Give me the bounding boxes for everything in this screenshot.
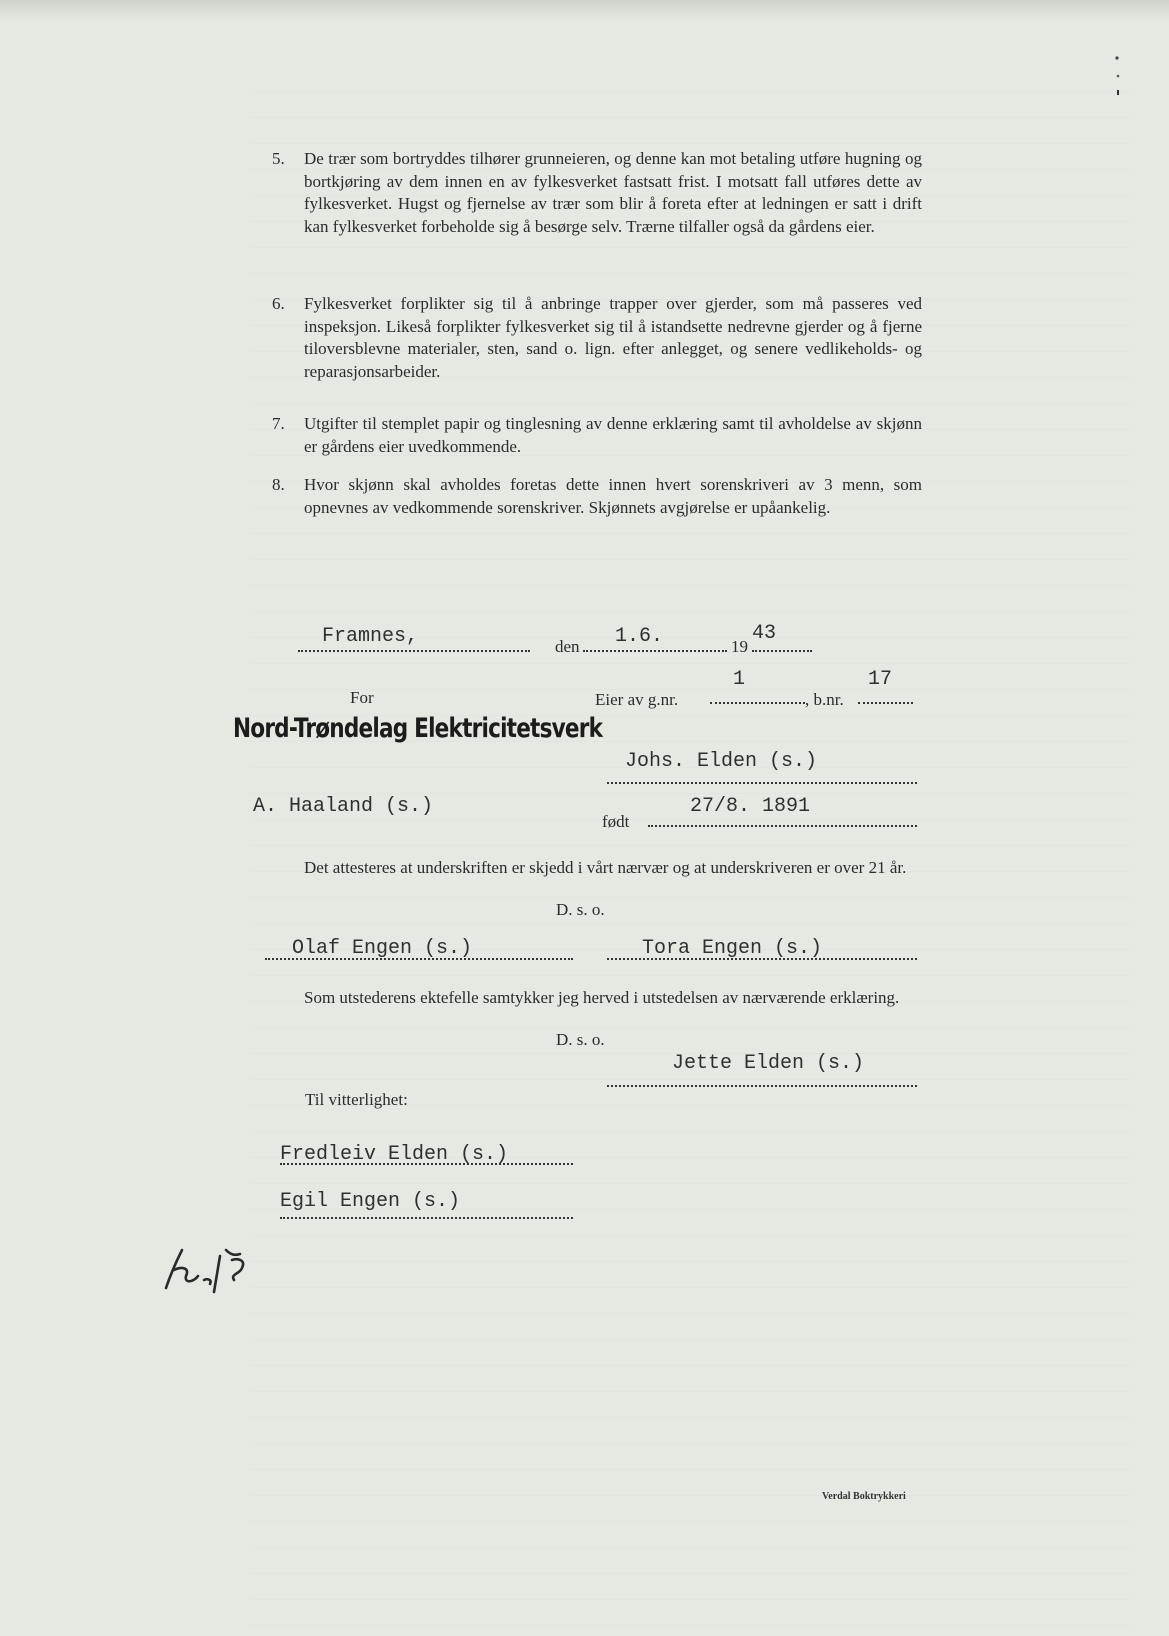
place-value: Framnes,	[322, 625, 419, 648]
clause-number: 5.	[272, 149, 285, 168]
year-prefix: 19	[731, 637, 748, 656]
bleed-line	[250, 560, 1130, 586]
born-date: 27/8. 1891	[690, 795, 811, 818]
witness-2: Tora Engen (s.)	[642, 937, 823, 960]
printer-imprint: Verdal Boktrykkeri	[822, 1491, 906, 1502]
for-label: For	[350, 688, 374, 707]
clause-8	[272, 474, 922, 519]
bleed-line	[250, 1392, 1130, 1418]
clause-5	[272, 148, 922, 238]
bnr-dots	[858, 702, 913, 704]
bleed-line	[250, 1574, 1130, 1600]
den-label: den	[555, 637, 580, 656]
bleed-line	[250, 534, 1130, 560]
clause-number: 6.	[272, 294, 285, 313]
bleed-line	[250, 586, 1130, 612]
vitterlighet-1-dots	[280, 1163, 573, 1165]
bleed-line	[250, 1444, 1130, 1470]
bleed-line	[250, 1210, 1130, 1236]
eier-label: Eier av g.nr.	[595, 690, 679, 709]
handwritten-initials	[160, 1240, 270, 1300]
gnr-value: 1	[733, 668, 746, 691]
bnr-value: 17	[868, 668, 893, 691]
clause-text: Fylkesverket forplikter sig til å anbringe trapper over gjerder, som må passeres ved inspeksjon. Likeså forplikter fylkesverket sig til å istandsette nedrevne gjerder og å fjerne tiloversblevne materialer, sten, sand o. lign. efter anlegget, og senere vedlikeholds- og reparasjonsarbeider.	[304, 294, 922, 381]
bleed-line	[250, 66, 1130, 92]
scan-specks	[1112, 52, 1122, 102]
year-suffix: 43	[752, 622, 777, 645]
bleed-line	[250, 1548, 1130, 1574]
vitterlighet-label: Til vitterlighet:	[305, 1090, 408, 1109]
place-dots	[298, 650, 530, 652]
bleed-line	[250, 1496, 1130, 1522]
vitterlighet-2-dots	[280, 1217, 573, 1219]
clause-7	[272, 413, 922, 458]
organization-stamp: Nord-Trøndelag Elektricitetsverk	[233, 713, 603, 744]
bleed-line	[250, 1314, 1130, 1340]
born-dots	[648, 825, 917, 827]
year-dots	[752, 650, 812, 652]
spouse-signature-dots	[607, 1085, 917, 1087]
vitterlighet-witness-1: Fredleiv Elden (s.)	[280, 1143, 509, 1166]
bnr-label: , b.nr.	[805, 690, 844, 709]
bleed-line	[250, 1262, 1130, 1288]
spouse-signature: Jette Elden (s.)	[672, 1052, 865, 1075]
bleed-line	[250, 118, 1130, 144]
bleed-line	[250, 898, 1130, 924]
dso-1: D. s. o.	[556, 900, 605, 919]
attest-text: Det attesteres at underskriften er skjedd i vårt nærvær og at underskriveren er over 21 år.	[304, 858, 907, 877]
bleed-line	[250, 1288, 1130, 1314]
bleed-line	[250, 1236, 1130, 1262]
born-label: født	[602, 812, 630, 831]
owner-signature-dots	[607, 782, 917, 784]
vitterlighet-witness-2: Egil Engen (s.)	[280, 1190, 461, 1213]
bleed-line	[250, 248, 1130, 274]
scan-edge	[0, 0, 1169, 22]
bleed-line	[250, 820, 1130, 846]
date-dots	[583, 650, 727, 652]
clause-text: De trær som bortryddes tilhører grunneieren, og denne kan mot betaling utføre hugning og bortkjøring av dem innen en av fylkesverket fastsatt frist. I motsatt fall utføres dette av fylkesverket. Hugst og fjernelse av trær som blir å foreta efter at ledningen er satt i drift kan fylkesverket forbeholde sig å besørge selv. Trærne tilfaller også da gårdens eier.	[304, 149, 922, 236]
spouse-consent-text: Som utstederens ektefelle samtykker jeg herved i utstedelsen av nærværende erklæring.	[304, 988, 900, 1007]
bleed-line	[250, 1028, 1130, 1054]
bleed-line	[250, 1418, 1130, 1444]
witness-1-dots	[265, 958, 573, 960]
bleed-line	[250, 1600, 1130, 1626]
clause-text: Utgifter til stemplet papir og tinglesning av denne erklæring samt til avholdelse av skjønn er gårdens eier uvedkommende.	[304, 414, 922, 456]
clause-6	[272, 293, 922, 383]
witness-2-dots	[607, 958, 917, 960]
witness-1: Olaf Engen (s.)	[292, 937, 473, 960]
gnr-dots	[710, 702, 805, 704]
owner-signature: Johs. Elden (s.)	[625, 750, 818, 773]
bleed-line	[250, 1470, 1130, 1496]
clause-number: 8.	[272, 475, 285, 494]
bleed-line	[250, 1340, 1130, 1366]
org-signature: A. Haaland (s.)	[253, 795, 434, 818]
bleed-line	[250, 1366, 1130, 1392]
dso-2: D. s. o.	[556, 1030, 605, 1049]
clause-number: 7.	[272, 414, 285, 433]
bleed-line	[250, 92, 1130, 118]
bleed-line	[250, 1522, 1130, 1548]
bleed-line	[250, 664, 1130, 690]
date-value: 1.6.	[615, 625, 664, 648]
clause-text: Hvor skjønn skal avholdes foretas dette innen hvert sorenskriveri av 3 menn, som opnevnes av vedkommende sorenskriver. Skjønnets avgjørelse er upåankelig.	[304, 475, 922, 517]
